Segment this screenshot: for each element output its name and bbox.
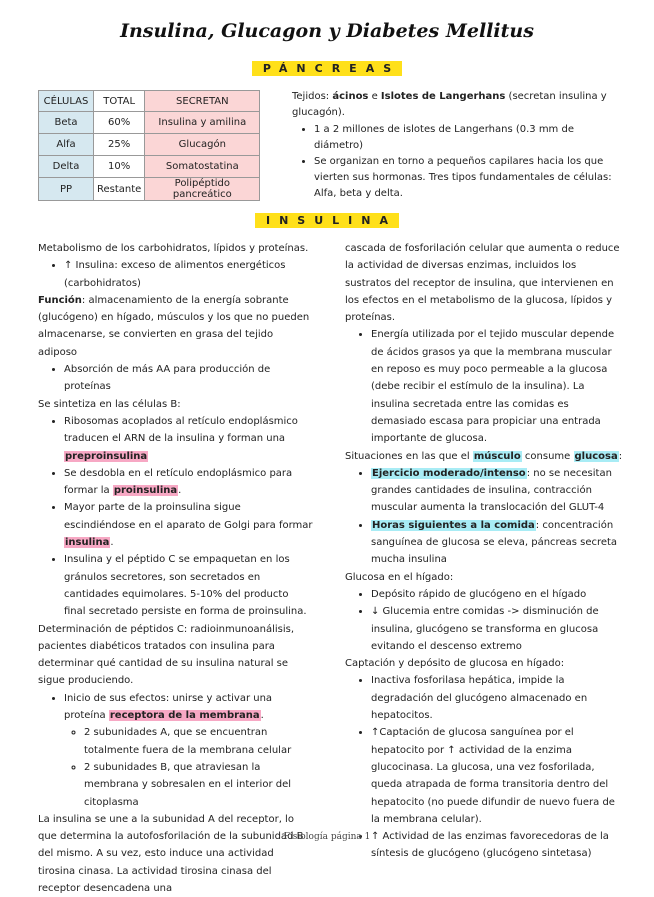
text: . (110, 537, 114, 549)
paragraph: cascada de fosforilación celular que aumenta o reduce la actividad de diversas enzimas, incluidos los sustratos del receptor de insulina, que intervienen en los efectos en el metabolismo de la glucosa, lípidos y proteínas. (345, 243, 620, 324)
tejidos-text: (secretan insulina y glucagón). (292, 91, 607, 118)
highlight-musculo: músculo (473, 450, 521, 462)
text: . (260, 710, 264, 722)
table-row (39, 178, 260, 201)
list-item: • Absorción de más AA para producción de proteínas (64, 361, 313, 396)
sub-list (64, 724, 313, 810)
tejidos-text: Tejidos: (292, 91, 333, 102)
tejidos-text: e (368, 91, 381, 102)
table-header-cell: CÉLULAS (39, 91, 94, 112)
text: : concentración sanguínea de glucosa se eleva, páncreas secreta mucha insulina (371, 519, 618, 566)
table-header-row (39, 91, 260, 112)
table-row (39, 156, 260, 178)
list-item: • Insulina y el péptido C se empaquetan en los gránulos secretores, son secretados en cantidades equimolares. 5-10% del producto final secretado persiste en forma de proinsulina. (64, 551, 313, 620)
text: Ribosomas acoplados al retículo endoplásmico traducen el ARN de la insulina y forman una (64, 415, 298, 445)
paragraph: Determinación de péptidos C: radioinmunoanálisis, pacientes diabéticos tratados con insulina para determinar qué cantidad de su insulina natural se sigue produciendo. (38, 623, 295, 687)
paragraph: Glucosa en el hígado: (345, 571, 454, 583)
paragraph: Metabolismo de los carbohidratos, lípidos y proteínas. (38, 243, 309, 254)
highlight-insulina: insulina (65, 537, 110, 549)
text: consume (521, 450, 574, 462)
pancreas-heading-text: PÁNCREAS (252, 61, 402, 76)
table-cell: Delta (39, 156, 94, 178)
highlight-ejercicio: Ejercicio moderado/intenso (372, 467, 526, 479)
list-item: • 1 a 2 millones de islotes de Langerhans (0.3 mm de diámetro) (314, 122, 612, 154)
table-cell: Somatostatina (145, 156, 260, 178)
pancreas-heading (0, 62, 654, 75)
text: Inicio de sus efectos: unirse y activar una proteína (64, 692, 273, 722)
list-item (64, 499, 313, 551)
list-item (64, 690, 313, 811)
highlight-preproinsulina: preproinsulina (65, 450, 148, 462)
tejidos-list (292, 122, 612, 202)
list-item: • Inactiva fosforilasa hepática, impide la degradación del glucógeno almacenado en hepatocitos. (371, 672, 623, 724)
list (345, 586, 623, 655)
highlight-receptora: receptora de la membrana (109, 710, 260, 722)
tejidos-intro (292, 89, 612, 121)
insulina-heading (0, 214, 654, 227)
text: Se desdobla en el retículo endoplásmico para formar la (64, 467, 293, 497)
tejidos-block (292, 89, 612, 202)
list-item (371, 517, 623, 569)
right-column (345, 240, 623, 863)
left-column (38, 240, 313, 897)
paragraph: Se sintetiza en las células B: (38, 398, 181, 410)
table-cell: Insulina y amilina (145, 112, 260, 134)
list-item: • Energía utilizada por el tejido muscular depende de ácidos grasos ya que la membrana muscular en reposo es muy poco permeable a la glucosa (debe recibir el estímulo de la insulina). La insulina secretada entre las comidas es demasiado escasa para propiciar una entrada importante de glucosa. (371, 326, 623, 447)
text: Situaciones en las que el (345, 450, 473, 462)
table-cell: 25% (94, 134, 145, 156)
highlight-horas: Horas siguientes a la comida (372, 519, 535, 531)
table-cell: Beta (39, 112, 94, 134)
tejidos-islotes: Islotes de Langerhans (380, 91, 506, 102)
list-item: • Se organizan en torno a pequeños capilares hacia los que vierten sus hormonas. Tres tipos fundamentales de células: Alfa, beta y delta. (314, 154, 612, 202)
text: . (178, 485, 182, 497)
paragraph: La insulina se une a la subunidad A del receptor, lo que determina la autofosforilación de la subunidad B del mismo. A su vez, esto induce una actividad tirosina cinasa. La actividad tirosina cinasa del receptor desencadena una (38, 813, 304, 894)
list-item: • ↑ Actividad de las enzimas favorecedoras de la síntesis de glucógeno (glucógeno sintetasa) (371, 828, 623, 863)
cell-table (38, 90, 260, 201)
list-item: • ↓ Glucemia entre comidas -> disminución de insulina, glucógeno se transforma en glucosa evitando el descenso extremo (371, 603, 623, 655)
table-header-cell: SECRETAN (145, 91, 260, 112)
highlight-proinsulina: proinsulina (113, 485, 178, 497)
list (38, 361, 313, 396)
list (38, 257, 313, 292)
list-item: • Depósito rápido de glucógeno en el hígado (371, 586, 623, 603)
highlight-glucosa: glucosa (574, 450, 618, 462)
list (345, 326, 623, 447)
paragraph (345, 448, 623, 465)
list (38, 690, 313, 811)
text: Mayor parte de la proinsulina sigue escindiéndose en el aparato de Golgi para formar (64, 502, 313, 531)
list-item (64, 465, 313, 500)
tejidos-acinos: ácinos (332, 91, 369, 102)
table-cell: 60% (94, 112, 145, 134)
list-item (371, 465, 623, 517)
list (345, 465, 623, 569)
sub-list-item: ◦ 2 subunidades A, que se encuentran totalmente fuera de la membrana celular (84, 724, 313, 759)
table-row (39, 134, 260, 156)
paragraph (38, 292, 313, 361)
text: : (618, 450, 623, 462)
text: : almacenamiento de la energía sobrante (glucógeno) en hígado, músculos y los que no pueden almacenarse, se convierten en grasa del tejido adiposo (38, 294, 310, 358)
page-title: Insulina, Glucagon y Diabetes Mellitus (120, 20, 534, 42)
funcion-label: Función (38, 294, 82, 306)
table-cell: Glucagón (145, 134, 260, 156)
list-item: • ↑ Insulina: exceso de alimentos energéticos (carbohidratos) (64, 257, 313, 292)
list (38, 413, 313, 621)
table-cell: Polipéptido pancreático (145, 178, 260, 201)
table-cell: 10% (94, 156, 145, 178)
table-cell: PP (39, 178, 94, 201)
table-header-cell: TOTAL (94, 91, 145, 112)
list-item: • ↑Captación de glucosa sanguínea por el hepatocito por ↑ actividad de la enzima glucocinasa. La glucosa, una vez fosforilada, queda atrapada de forma transitoria dentro del hepatocito (no puede difundir de nuevo fuera de la membrana celular). (371, 724, 623, 828)
table-cell: Restante (94, 178, 145, 201)
table-row (39, 112, 260, 134)
table-cell: Alfa (39, 134, 94, 156)
page-footer: Fisiología página 1 (283, 832, 371, 842)
insulina-heading-text: INSULINA (255, 213, 399, 228)
paragraph: Captación y depósito de glucosa en hígado: (345, 658, 565, 670)
sub-list-item: ◦ 2 subunidades B, que atraviesan la membrana y sobresalen en el interior del citoplasma (84, 759, 313, 811)
list-item (64, 413, 313, 465)
text: : no se necesitan grandes cantidades de insulina, contracción muscular aumenta la translocación del GLUT-4 (371, 467, 612, 514)
